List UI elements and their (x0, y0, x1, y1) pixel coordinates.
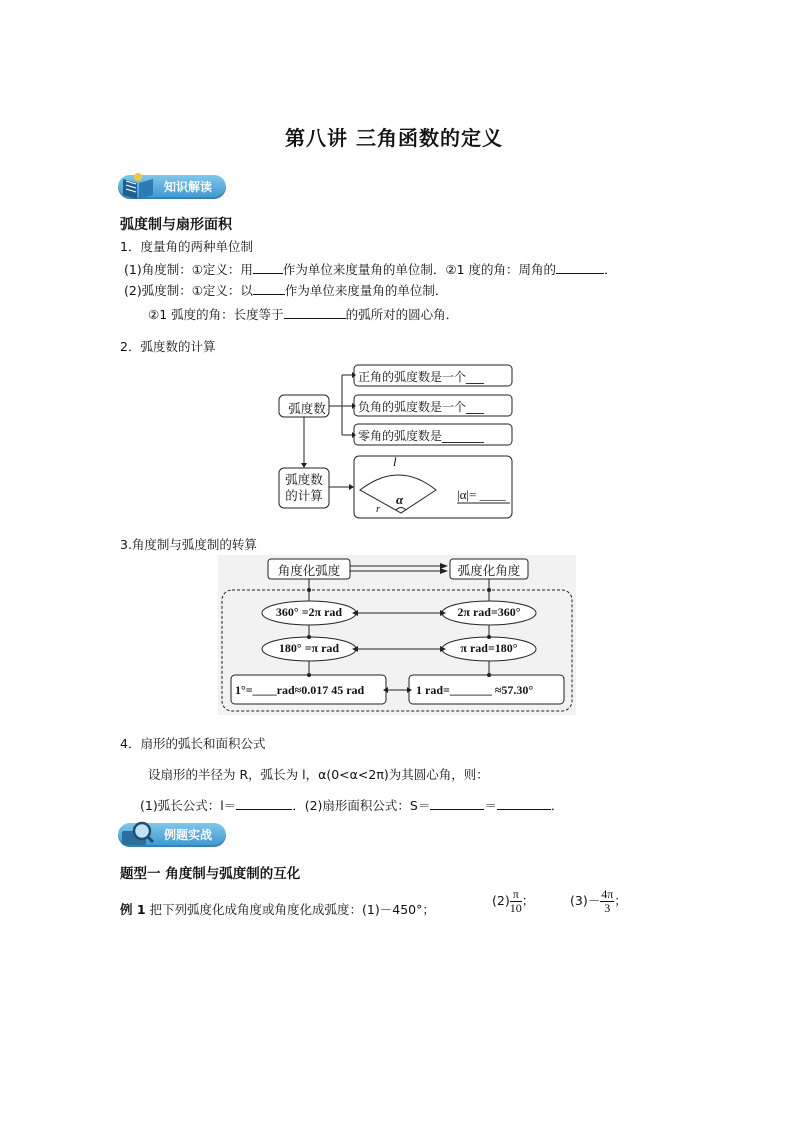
blank-arc-length[interactable] (236, 797, 292, 810)
example1-part3 (570, 888, 627, 915)
label-pi-rad: π rad=180° (460, 641, 518, 655)
item1-line2-b: 作为单位来度量角的单位制． (284, 283, 448, 298)
item4-desc: 设扇形的半径为 R，弧长为 l，α(0<α<2π)为其圆心角，则： (148, 767, 489, 782)
blank-2[interactable] (556, 261, 604, 274)
fraction-4pi-3 (600, 888, 614, 915)
arc-length-label: (1)弧长公式：l＝ (140, 798, 237, 813)
item1-line3-a: ②1 弧度的角：长度等于 (148, 307, 284, 322)
magnifier-icon (120, 819, 156, 849)
item1-line1-b: 作为单位来度量角的单位制．②1 度的角：周角的 (282, 262, 557, 277)
rad-to-deg-label: 弧度化角度 (457, 563, 521, 578)
example1-text (120, 900, 435, 918)
item4-formulas (140, 796, 563, 814)
item1-line3-b: 的弧所对的圆心角． (345, 307, 459, 322)
page-title: 第八讲 三角函数的定义 (285, 126, 503, 150)
period: ． (550, 798, 564, 813)
examples-badge-label: 例题实战 (118, 823, 226, 847)
fraction-4pi-3-num: 4π (601, 887, 614, 901)
fraction-pi-10-num: π (510, 888, 522, 902)
sector-alpha-label: α (396, 492, 404, 507)
fraction-4pi-3-den: 3 (604, 901, 611, 915)
fraction-pi-10 (510, 888, 522, 915)
sector-r-label: r (376, 503, 381, 515)
one-degree-label: 1°=____rad≈0.017 45 rad (235, 683, 365, 697)
blank-3[interactable] (253, 282, 285, 295)
item1-line1-c: ． (604, 262, 617, 277)
blank-4[interactable] (284, 306, 346, 319)
alpha-formula: |α|= ____ (457, 487, 506, 502)
item1-line1-a: (1)角度制：①定义：用 (124, 262, 253, 277)
item1-line3 (148, 305, 458, 323)
blank-area-2[interactable] (497, 797, 551, 810)
item2-heading: 2．弧度数的计算 (120, 339, 216, 354)
zero-label: 零角的弧度数是_______ (358, 429, 485, 443)
item1-line2-a: (2)弧度制：①定义：以 (124, 283, 253, 298)
one-rad-label: 1 rad=_______ ≈57.30° (416, 683, 534, 697)
item1-line2 (124, 281, 447, 299)
part2-label: (2) (492, 893, 510, 908)
book-icon (120, 171, 156, 201)
fraction-pi-10-den: 10 (509, 901, 522, 915)
calc-label-2: 的计算 (285, 488, 323, 503)
radian-box-label: 弧度数 (288, 401, 326, 416)
item3-heading: 3.角度制与弧度制的转算 (120, 537, 257, 552)
negative-label: 负角的弧度数是一个___ (358, 400, 485, 414)
deg-to-rad-label: 角度化弧度 (277, 563, 341, 578)
blank-area-1[interactable] (430, 797, 484, 810)
item4-heading: 4．扇形的弧长和面积公式 (120, 736, 266, 751)
label-360-deg: 360° =2π rad (275, 605, 343, 619)
blank-1[interactable] (253, 261, 283, 274)
label-180-deg: 180° =π rad (278, 641, 340, 655)
equals-sign: ＝ (484, 798, 497, 813)
item1-heading: 1．度量角的两种单位制 (120, 239, 253, 254)
area-label: ．(2)扇形面积公式：S＝ (292, 798, 431, 813)
example1-part2 (492, 888, 534, 915)
example1-label: 例 1 (120, 902, 146, 917)
item1-line1 (124, 260, 617, 278)
knowledge-badge (118, 175, 226, 199)
calc-label-1: 弧度数 (285, 472, 323, 487)
knowledge-badge-label: 知识解读 (118, 175, 226, 199)
sector-l-label: l (393, 454, 397, 469)
part2-end: ； (521, 893, 535, 908)
section-heading: 弧度制与扇形面积 (120, 217, 232, 233)
example1-body: 把下列弧度化成角度或角度化成弧度：(1)－450°； (149, 902, 435, 917)
type1-heading: 题型一 角度制与弧度制的互化 (120, 866, 301, 882)
part3-end: ； (614, 893, 627, 908)
part3-label: (3)－ (570, 893, 601, 908)
calc-box-label (279, 472, 329, 504)
positive-label: 正角的弧度数是一个___ (358, 370, 485, 384)
label-2pi-rad: 2π rad=360° (457, 605, 521, 619)
examples-badge (118, 823, 226, 847)
